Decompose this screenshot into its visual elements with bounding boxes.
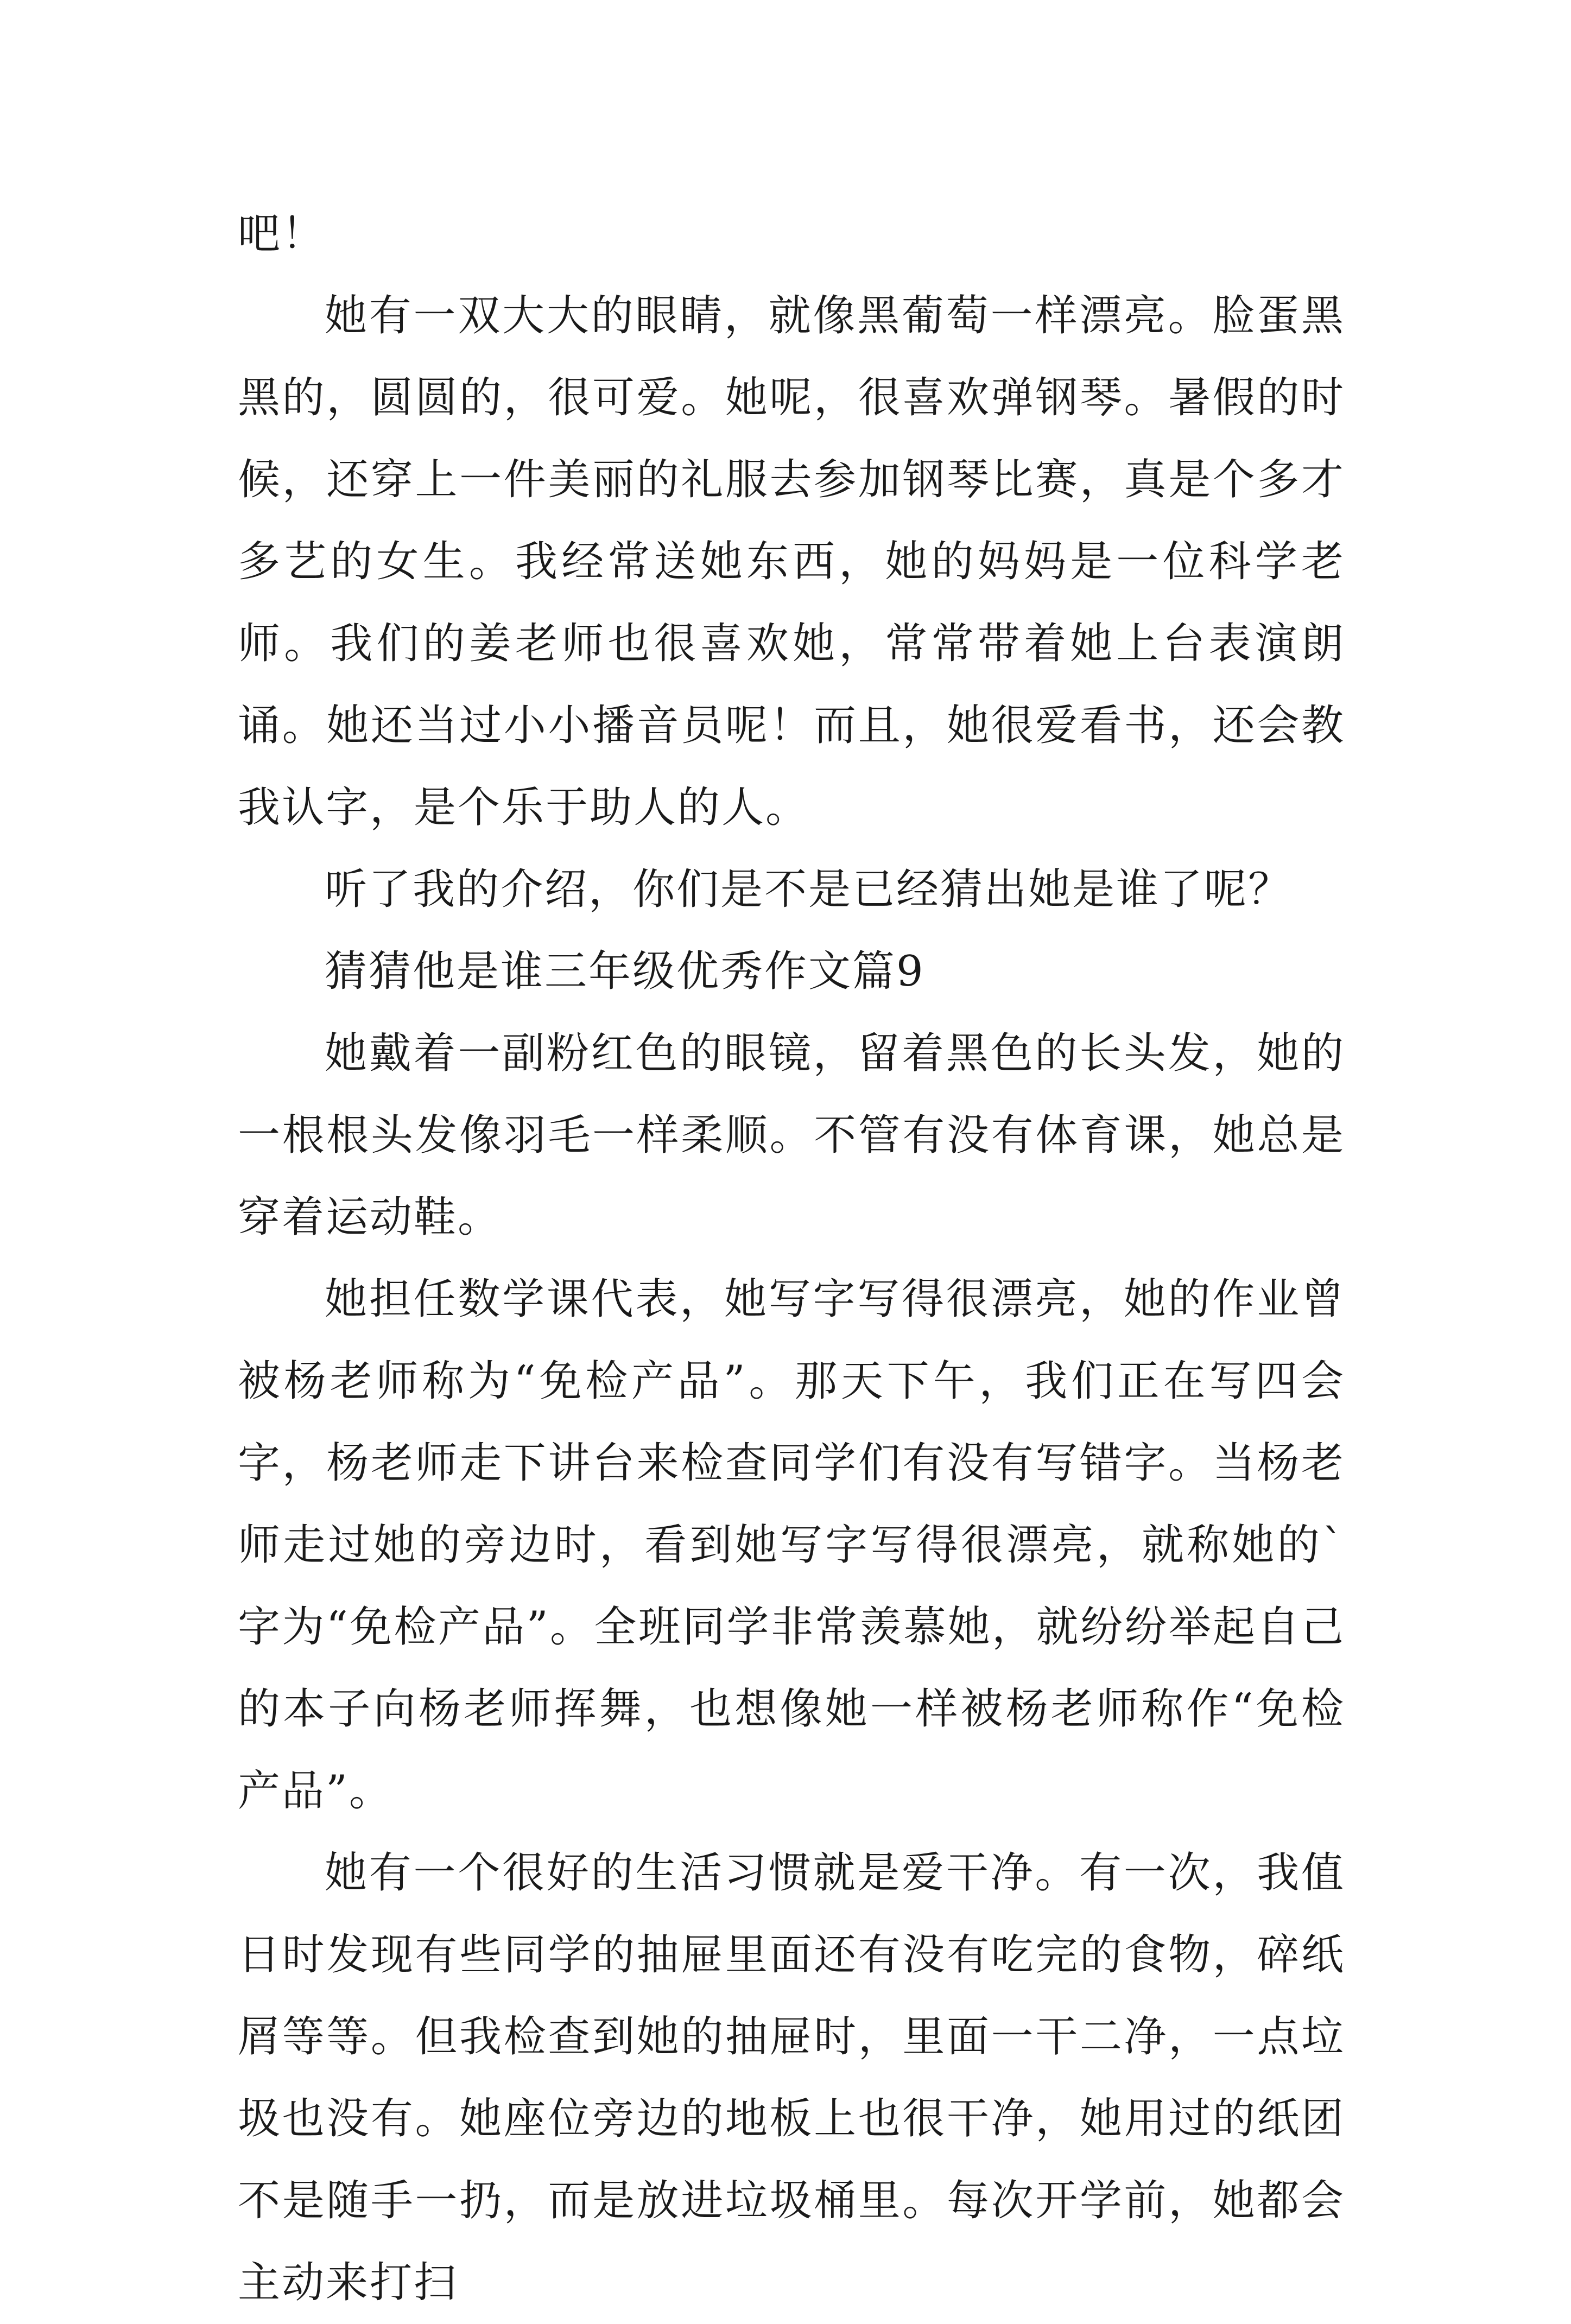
paragraph-description: 她戴着一副粉红色的眼镜，留着黑色的长头发，她的一根根头发像羽毛一样柔顺。不管有没有体育课，她总是穿着运动鞋。 [238,1029,1345,1242]
essay-body [238,193,1345,2324]
paragraph-class-representative: 她担任数学课代表，她写字写得很漂亮，她的作业曾被杨老师称为“免检产品”。那天下午，我们正在写四会字，杨老师走下讲台来检查同学们有没有写错字。当杨老师走过她的旁边时，看到她写字写得很漂亮，就称她的`字为“免检产品”。全班同学非常羡慕她，就纷纷举起自己的本子向杨老师挥舞，也想像她一样被杨老师称作“免检产品”。 [238,1275,1345,1815]
paragraph-appearance: 她有一双大大的眼睛，就像黑葡萄一样漂亮。脸蛋黑黑的，圆圆的，很可爱。她呢，很喜欢弹钢琴。暑假的时候，还穿上一件美丽的礼服去参加钢琴比赛，真是个多才多艺的女生。我经常送她东西，她的妈妈是一位科学老师。我们的姜老师也很喜欢她，常常带着她上台表演朗诵。她还当过小小播音员呢！而且，她很爱看书，还会教我认字，是个乐于助人的人。 [238,291,1345,832]
paragraph-cleanliness: 她有一个很好的生活习惯就是爱干净。有一次，我值日时发现有些同学的抽屉里面还有没有吃完的食物，碎纸屑等等。但我检查到她的抽屉时，里面一干二净，一点垃圾也没有。她座位旁边的地板上也很干净，她用过的纸团不是随手一扔，而是放进垃圾桶里。每次开学前，她都会主动来打扫 [238,1849,1345,2307]
paragraph-continuation: 吧！ [238,209,326,258]
essay-heading: 猜猜他是谁三年级优秀作文篇9 [325,947,925,996]
paragraph-question: 听了我的介绍，你们是不是已经猜出她是谁了呢？ [325,865,1293,914]
